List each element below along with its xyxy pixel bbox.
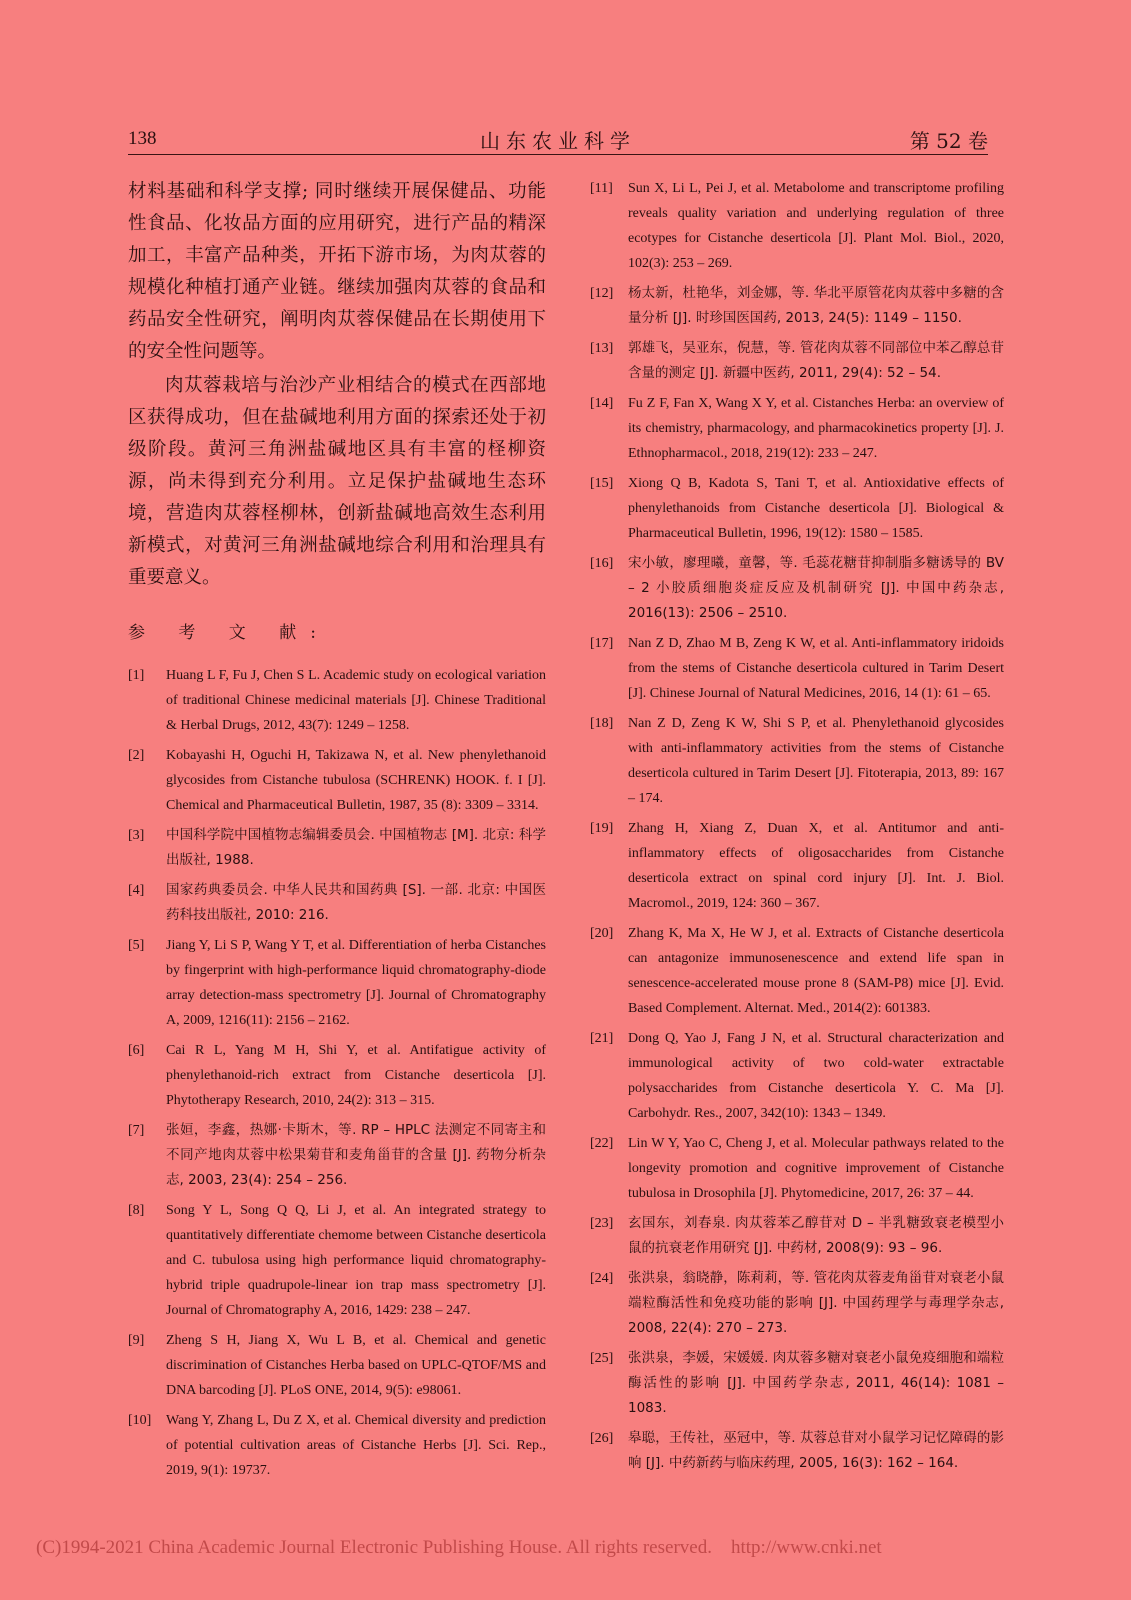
reference-number: [19] bbox=[590, 821, 614, 836]
reference-text: Zhang H, Xiang Z, Duan X, et al. Antitumor and anti-inflammatory effects of oligosaccharides from Cistanche deserticola extract on spinal cord injury [J]. Int. J. Biol. Macromol., 2019, 124: 360 – 367. bbox=[628, 821, 1004, 911]
left-column bbox=[128, 176, 546, 1488]
copyright-footer: (C)1994-2021 China Academic Journal Electronic Publishing House. All rights reserved. http://www.cnki.net bbox=[36, 1537, 882, 1558]
reference-text: Nan Z D, Zeng K W, Shi S P, et al. Phenylethanoid glycosides with anti-inflammatory activities from the stems of Cistanche deserticola cultured in Tarim Desert [J]. Fitoterapia, 2013, 89: 167 – 174. bbox=[628, 716, 1004, 806]
reference-number: [24] bbox=[590, 1271, 614, 1286]
reference-number: [25] bbox=[590, 1351, 614, 1366]
reference-number: [18] bbox=[590, 716, 614, 731]
reference-item bbox=[128, 1198, 546, 1323]
reference-number: [5] bbox=[128, 938, 145, 953]
reference-list-left bbox=[128, 663, 546, 1483]
reference-text: Kobayashi H, Oguchi H, Takizawa N, et al. New phenylethanoid glycosides from Cistanche tubulosa (SCHRENK) HOOK. f. I [J]. Chemical and Pharmaceutical Bulletin, 1987, 35 (8): 3309 – 3314. bbox=[166, 748, 546, 813]
reference-text: 中国科学院中国植物志编辑委员会. 中国植物志 [M]. 北京: 科学出版社, 1988. bbox=[166, 827, 546, 868]
reference-text: Lin W Y, Yao C, Cheng J, et al. Molecular pathways related to the longevity promotion and cognitive improvement of Cistanche tubulosa in Drosophila [J]. Phytomedicine, 2017, 26: 37 – 44. bbox=[628, 1136, 1004, 1201]
reference-item bbox=[128, 878, 546, 928]
reference-number: [6] bbox=[128, 1043, 145, 1058]
reference-text: 宋小敏，廖理曦，童馨，等. 毛蕊花糖苷抑制脂多糖诱导的 BV – 2 小胶质细胞炎症反应及机制研究 [J]. 中国中药杂志, 2016(13): 2506 – 2510. bbox=[628, 555, 1004, 621]
right-column bbox=[590, 176, 1004, 1481]
reference-number: [1] bbox=[128, 668, 145, 683]
reference-number: [11] bbox=[590, 181, 613, 196]
reference-item bbox=[590, 176, 1004, 276]
reference-item bbox=[590, 281, 1004, 331]
reference-text: Sun X, Li L, Pei J, et al. Metabolome and transcriptome profiling reveals quality variation and underlying regulation of three ecotypes for Cistanche deserticola [J]. Plant Mol. Biol., 2020, 102(3): 253 – 269. bbox=[628, 181, 1004, 271]
reference-text: Jiang Y, Li S P, Wang Y T, et al. Differentiation of herba Cistanches by fingerprint with high-performance liquid chromatography-diode array detection-mass spectrometry [J]. Journal of Chromatography A, 2009, 1216(11): 2156 – 2162. bbox=[166, 938, 546, 1028]
reference-text: 国家药典委员会. 中华人民共和国药典 [S]. 一部. 北京: 中国医药科技出版社, 2010: 216. bbox=[166, 882, 546, 923]
reference-text: Xiong Q B, Kadota S, Tani T, et al. Antioxidative effects of phenylethanoids from Cistanche deserticola [J]. Biological & Pharmaceutical Bulletin, 1996, 19(12): 1580 – 1585. bbox=[628, 476, 1004, 541]
reference-number: [13] bbox=[590, 341, 614, 356]
reference-item bbox=[590, 1131, 1004, 1206]
reference-item bbox=[590, 1346, 1004, 1421]
reference-text: Zhang K, Ma X, He W J, et al. Extracts of Cistanche deserticola can antagonize immunosenescence and extend life span in senescence-accelerated mouse prone 8 (SAM-P8) mice [J]. Evid. Based Complement. Alternat. Med., 2014(2): 601383. bbox=[628, 926, 1004, 1016]
reference-number: [16] bbox=[590, 556, 614, 571]
reference-text: 张洪泉，李媛，宋媛媛. 肉苁蓉多糖对衰老小鼠免疫细胞和端粒酶活性的影响 [J]. 中国药学杂志, 2011, 46(14): 1081 – 1083. bbox=[628, 1350, 1004, 1416]
reference-number: [7] bbox=[128, 1123, 145, 1138]
reference-number: [22] bbox=[590, 1136, 614, 1151]
reference-item bbox=[590, 1211, 1004, 1261]
reference-text: Zheng S H, Jiang X, Wu L B, et al. Chemical and genetic discrimination of Cistanches Herba based on UPLC-QTOF/MS and DNA barcoding [J]. PLoS ONE, 2014, 9(5): e98061. bbox=[166, 1333, 546, 1398]
body-paragraph-1: 材料基础和科学支撑; 同时继续开展保健品、功能性食品、化妆品方面的应用研究，进行产品的精深加工，丰富产品种类，开拓下游市场，为肉苁蓉的规模化种植打通产业链。继续加强肉苁蓉的食品和药品安全性研究，阐明肉苁蓉保健品在长期使用下的安全性问题等。 bbox=[128, 181, 546, 362]
reference-text: Cai R L, Yang M H, Shi Y, et al. Antifatigue activity of phenylethanoid-rich extract from Cistanche deserticola [J]. Phytotherapy Research, 2010, 24(2): 313 – 315. bbox=[166, 1043, 546, 1108]
reference-item bbox=[590, 711, 1004, 811]
reference-number: [20] bbox=[590, 926, 614, 941]
reference-item bbox=[128, 1038, 546, 1113]
reference-number: [2] bbox=[128, 748, 145, 763]
running-header bbox=[128, 122, 988, 155]
reference-number: [21] bbox=[590, 1031, 614, 1046]
reference-number: [3] bbox=[128, 828, 145, 843]
reference-text: Song Y L, Song Q Q, Li J, et al. An integrated strategy to quantitatively differentiate chemome between Cistanche deserticola and C. tubulosa using high performance liquid chromatography-hybrid triple quadrupole-linear ion trap mass spectrometry [J]. Journal of Chromatography A, 2016, 1429: 238 – 247. bbox=[166, 1203, 546, 1318]
reference-number: [23] bbox=[590, 1216, 614, 1231]
reference-item bbox=[590, 471, 1004, 546]
reference-item bbox=[128, 1328, 546, 1403]
reference-item bbox=[590, 551, 1004, 626]
reference-item bbox=[128, 933, 546, 1033]
page-number: 138 bbox=[128, 128, 157, 149]
reference-item bbox=[590, 336, 1004, 386]
reference-item bbox=[590, 391, 1004, 466]
references-heading: 参 考 文 献: bbox=[128, 623, 330, 643]
journal-title: 山东农业科学 bbox=[480, 129, 636, 153]
reference-item bbox=[590, 631, 1004, 706]
reference-text: 张洪泉，翁晓静，陈莉莉，等. 管花肉苁蓉麦角甾苷对衰老小鼠端粒酶活性和免疫功能的影响 [J]. 中国药理学与毒理学杂志, 2008, 22(4): 270 – 273. bbox=[628, 1270, 1004, 1336]
reference-number: [9] bbox=[128, 1333, 145, 1348]
reference-number: [12] bbox=[590, 286, 614, 301]
body-paragraph-2: 肉苁蓉栽培与治沙产业相结合的模式在西部地区获得成功，但在盐碱地利用方面的探索还处于初级阶段。黄河三角洲盐碱地区具有丰富的柽柳资源，尚未得到充分利用。立足保护盐碱地生态环境，营造肉苁蓉柽柳林，创新盐碱地高效生态利用新模式，对黄河三角洲盐碱地综合利用和治理具有重要意义。 bbox=[128, 375, 546, 588]
reference-number: [15] bbox=[590, 476, 614, 491]
reference-number: [14] bbox=[590, 396, 614, 411]
reference-text: 郭雄飞，吴亚东，倪慧，等. 管花肉苁蓉不同部位中苯乙醇总苷含量的测定 [J]. 新疆中医药, 2011, 29(4): 52 – 54. bbox=[628, 340, 1004, 381]
reference-item bbox=[128, 823, 546, 873]
reference-text: 皋聪，王传社，巫冠中，等. 苁蓉总苷对小鼠学习记忆障碍的影响 [J]. 中药新药与临床药理, 2005, 16(3): 162 – 164. bbox=[628, 1430, 1004, 1471]
reference-item bbox=[590, 1426, 1004, 1476]
reference-item bbox=[590, 816, 1004, 916]
reference-item bbox=[590, 921, 1004, 1021]
reference-item bbox=[590, 1026, 1004, 1126]
reference-text: Nan Z D, Zhao M B, Zeng K W, et al. Anti-inflammatory iridoids from the stems of Cistanche deserticola cultured in Tarim Desert [J]. Chinese Journal of Natural Medicines, 2016, 14 (1): 61 – 65. bbox=[628, 636, 1004, 701]
reference-item bbox=[128, 1118, 546, 1193]
reference-text: Wang Y, Zhang L, Du Z X, et al. Chemical diversity and prediction of potential cultivation areas of Cistanche Herbs [J]. Sci. Rep., 2019, 9(1): 19737. bbox=[166, 1413, 546, 1478]
reference-item bbox=[590, 1266, 1004, 1341]
reference-text: Huang L F, Fu J, Chen S L. Academic study on ecological variation of traditional Chinese medicinal materials [J]. Chinese Traditional & Herbal Drugs, 2012, 43(7): 1249 – 1258. bbox=[166, 668, 546, 733]
reference-item bbox=[128, 743, 546, 818]
reference-text: Fu Z F, Fan X, Wang X Y, et al. Cistanches Herba: an overview of its chemistry, pharmacology, and pharmacokinetics property [J]. J. Ethnopharmacol., 2018, 219(12): 233 – 247. bbox=[628, 396, 1004, 461]
reference-text: Dong Q, Yao J, Fang J N, et al. Structural characterization and immunological activity of two cold-water extractable polysaccharides from Cistanche deserticola Y. C. Ma [J]. Carbohydr. Res., 2007, 342(10): 1343 – 1349. bbox=[628, 1031, 1004, 1121]
reference-list-right bbox=[590, 176, 1004, 1476]
reference-number: [4] bbox=[128, 883, 145, 898]
reference-text: 杨太新，杜艳华，刘金娜，等. 华北平原管花肉苁蓉中多糖的含量分析 [J]. 时珍国医国药, 2013, 24(5): 1149 – 1150. bbox=[628, 285, 1004, 326]
reference-number: [10] bbox=[128, 1413, 152, 1428]
reference-number: [26] bbox=[590, 1431, 614, 1446]
reference-text: 张姮，李鑫，热娜·卡斯木，等. RP – HPLC 法测定不同寄主和不同产地肉苁蓉中松果菊苷和麦角甾苷的含量 [J]. 药物分析杂志, 2003, 23(4): 254 – 256. bbox=[166, 1122, 546, 1188]
reference-item bbox=[128, 663, 546, 738]
volume-number: 第 52 卷 bbox=[909, 129, 988, 153]
reference-text: 玄国东，刘春泉. 肉苁蓉苯乙醇苷对 D – 半乳糖致衰老模型小鼠的抗衰老作用研究 [J]. 中药材, 2008(9): 93 – 96. bbox=[628, 1215, 1004, 1256]
reference-item bbox=[128, 1408, 546, 1483]
reference-number: [17] bbox=[590, 636, 614, 651]
reference-number: [8] bbox=[128, 1203, 145, 1218]
